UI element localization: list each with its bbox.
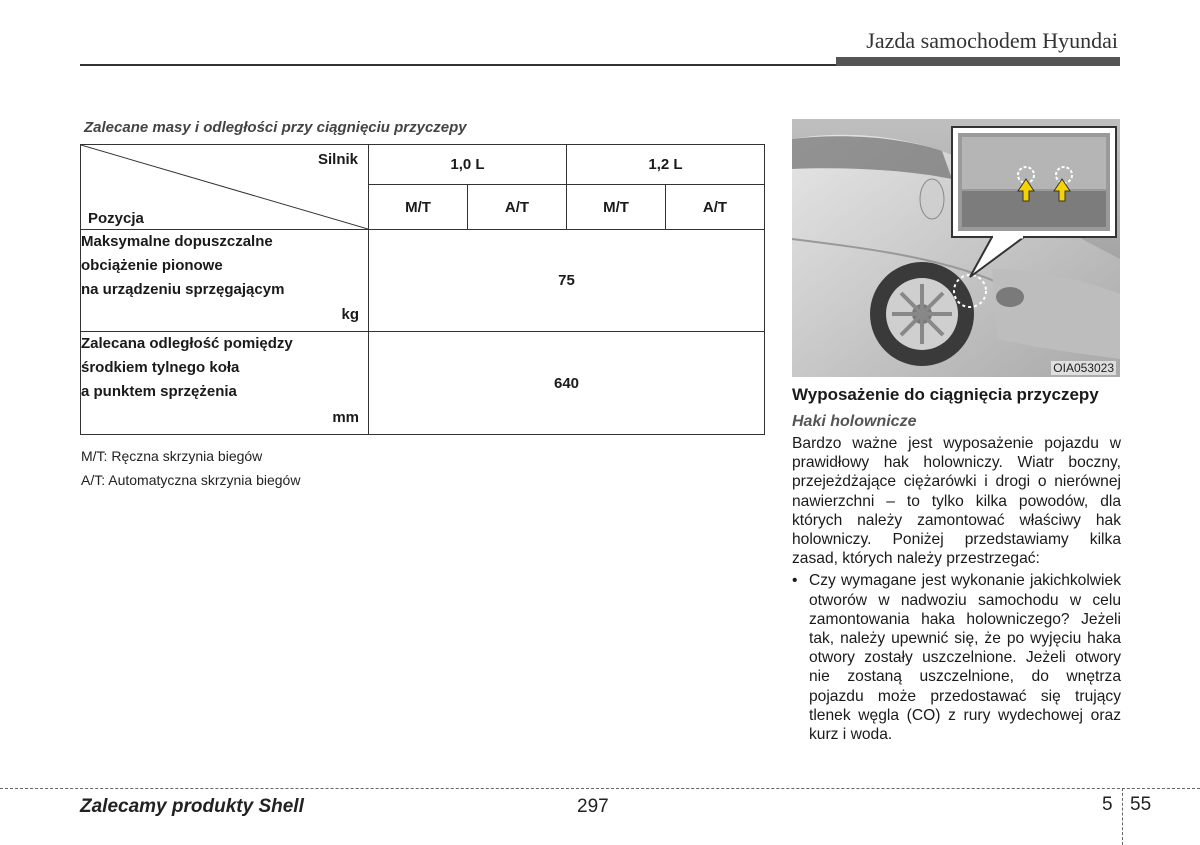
bullet-text: Czy wymagane jest wykonanie jakichkolwiek otworów w nadwoziu samochodu w celu zamontowania haka holowniczego? Jeżeli tak, należy upewnić się, że po wyjęciu haka otwory zostały uszczelnione. Jeżeli otwory nie zostaną uszczelnione, do wnętrza pojazdu może przedostawać się trujący tlenek węgla (CO) z rury wydechowej oraz kurz i woda. [809, 572, 1121, 744]
row-label-line: obciążenie pionowe [81, 257, 223, 274]
transmission-header: A/T [666, 185, 765, 230]
car-rear-photo [792, 119, 1120, 377]
section-paragraph: Bardzo ważne jest wyposażenie pojazdu w prawidłowy hak holowniczy. Wiatr boczny, przejeżdżające ciężarówki i drogi o nierównej nawierzchni – to tylko kilka powodów, dla których należy zamontować właściwy hak holowniczy. Poniżej przedstawiamy kilka zasad, których należy przestrzegać: [792, 435, 1121, 568]
towing-spec-table [80, 144, 765, 435]
row-unit: kg [341, 306, 359, 323]
row-label-line: Maksymalne dopuszczalne [81, 233, 273, 250]
section-subheading: Haki holownicze [792, 413, 917, 430]
table-caption: Zalecane masy i odległości przy ciągnięciu przyczepy [84, 119, 467, 136]
bullet-icon: • [792, 572, 798, 590]
towing-equipment-section [792, 384, 1121, 744]
note-line: M/T: Ręczna skrzynia biegów [81, 448, 263, 464]
row-value-vertical-load: 75 [369, 230, 765, 332]
note-line: A/T: Automatyczna skrzynia biegów [81, 472, 301, 488]
header-accent-bar [836, 57, 1120, 66]
row-label-line: na urządzeniu sprzęgającym [81, 281, 285, 298]
footer-chapter: 5 [1102, 794, 1113, 815]
bullet-item [792, 571, 1121, 744]
row-label-line: a punktem sprzężenia [81, 383, 237, 400]
footer-vertical-divider [1122, 788, 1123, 845]
row-unit: mm [332, 409, 359, 426]
engine-header-label: Silnik [317, 151, 358, 168]
row-label-line: środkiem tylnego koła [81, 359, 240, 376]
car-rear-illustration [792, 119, 1120, 377]
table-notes [81, 444, 300, 492]
transmission-header: M/T [369, 185, 468, 230]
position-header-label: Pozycja [88, 210, 144, 227]
row-label-coupling-distance [81, 332, 369, 435]
header-title: Jazda samochodem Hyundai [866, 28, 1118, 53]
footer-divider [0, 788, 1200, 789]
engine-column-1-2: 1,2 L [567, 145, 765, 185]
row-label-line: Zalecana odległość pomiędzy [81, 335, 293, 352]
footer-brand-text: Zalecamy produkty Shell [80, 796, 304, 817]
row-value-coupling-distance: 640 [369, 332, 765, 435]
photo-code: OIA053023 [1053, 361, 1114, 375]
transmission-header: M/T [567, 185, 666, 230]
footer-chapter-page: 55 [1130, 794, 1152, 815]
engine-column-1-0: 1,0 L [369, 145, 567, 185]
table-corner-cell [81, 145, 369, 230]
header-rule [80, 64, 840, 66]
section-heading: Wyposażenie do ciągnięcia przyczepy [792, 385, 1099, 404]
footer-page-number: 297 [577, 796, 609, 817]
transmission-header: A/T [468, 185, 567, 230]
row-label-vertical-load [81, 230, 369, 332]
